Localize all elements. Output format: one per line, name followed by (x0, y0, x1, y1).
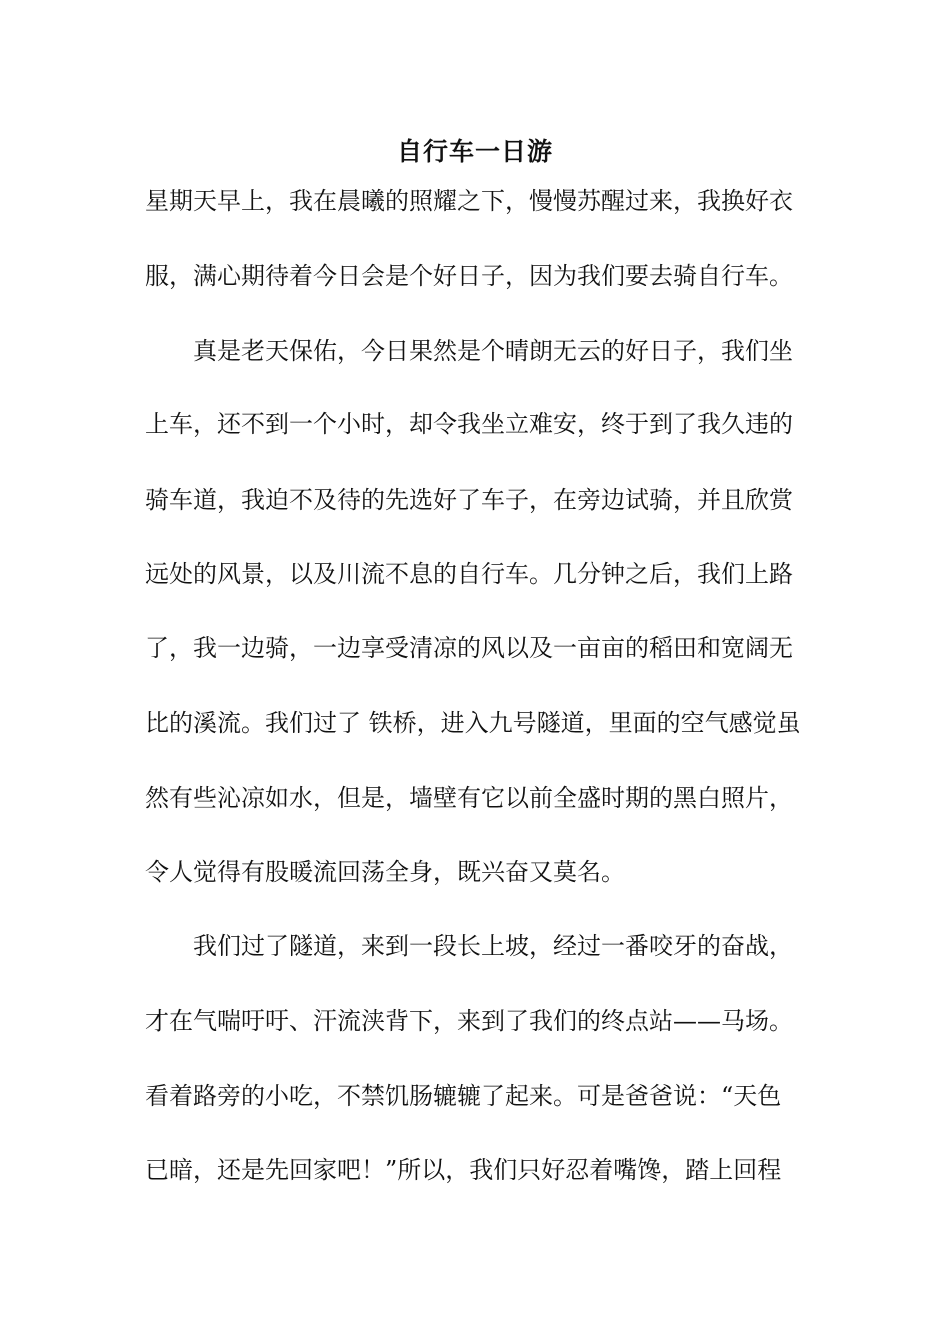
paragraph-line: 服，满心期待着今日会是个好日子，因为我们要去骑自行车。 (145, 262, 793, 290)
paragraph-line: 上车，还不到一个小时，却令我坐立难安，终于到了我久违的 (145, 410, 793, 438)
paragraph-line: 真是老天保佑，今日果然是个晴朗无云的好日子，我们坐 (145, 337, 793, 365)
paragraph-line: 已暗，还是先回家吧！”所以，我们只好忍着嘴馋，踏上回程 (145, 1156, 782, 1184)
paragraph-line: 了，我一边骑，一边享受清凉的风以及一亩亩的稻田和宽阔无 (145, 634, 793, 662)
paragraph-line: 看着路旁的小吃，不禁饥肠辘辘了起来。可是爸爸说：“天色 (145, 1082, 782, 1110)
document-title: 自行车一日游 (396, 137, 553, 166)
paragraph-line: 远处的风景，以及川流不息的自行车。几分钟之后，我们上路 (145, 560, 793, 588)
paragraph-line: 然有些沁凉如水，但是，墙壁有它以前全盛时期的黑白照片， (145, 784, 793, 812)
paragraph-line: 骑车道，我迫不及待的先选好了车子，在旁边试骑，并且欣赏 (145, 486, 793, 514)
paragraph-line: 我们过了隧道，来到一段长上坡，经过一番咬牙的奋战， (145, 932, 793, 960)
paragraph-line: 令人觉得有股暖流回荡全身，既兴奋又莫名。 (145, 858, 625, 886)
paragraph-line: 星期天早上，我在晨曦的照耀之下，慢慢苏醒过来，我换好衣 (145, 187, 793, 215)
paragraph-line: 比的溪流。我们过了 铁桥，进入九号隧道，里面的空气感觉虽 (145, 709, 801, 737)
paragraph-line: 才在气喘吁吁、汗流浃背下，来到了我们的终点站——马场。 (145, 1007, 793, 1035)
